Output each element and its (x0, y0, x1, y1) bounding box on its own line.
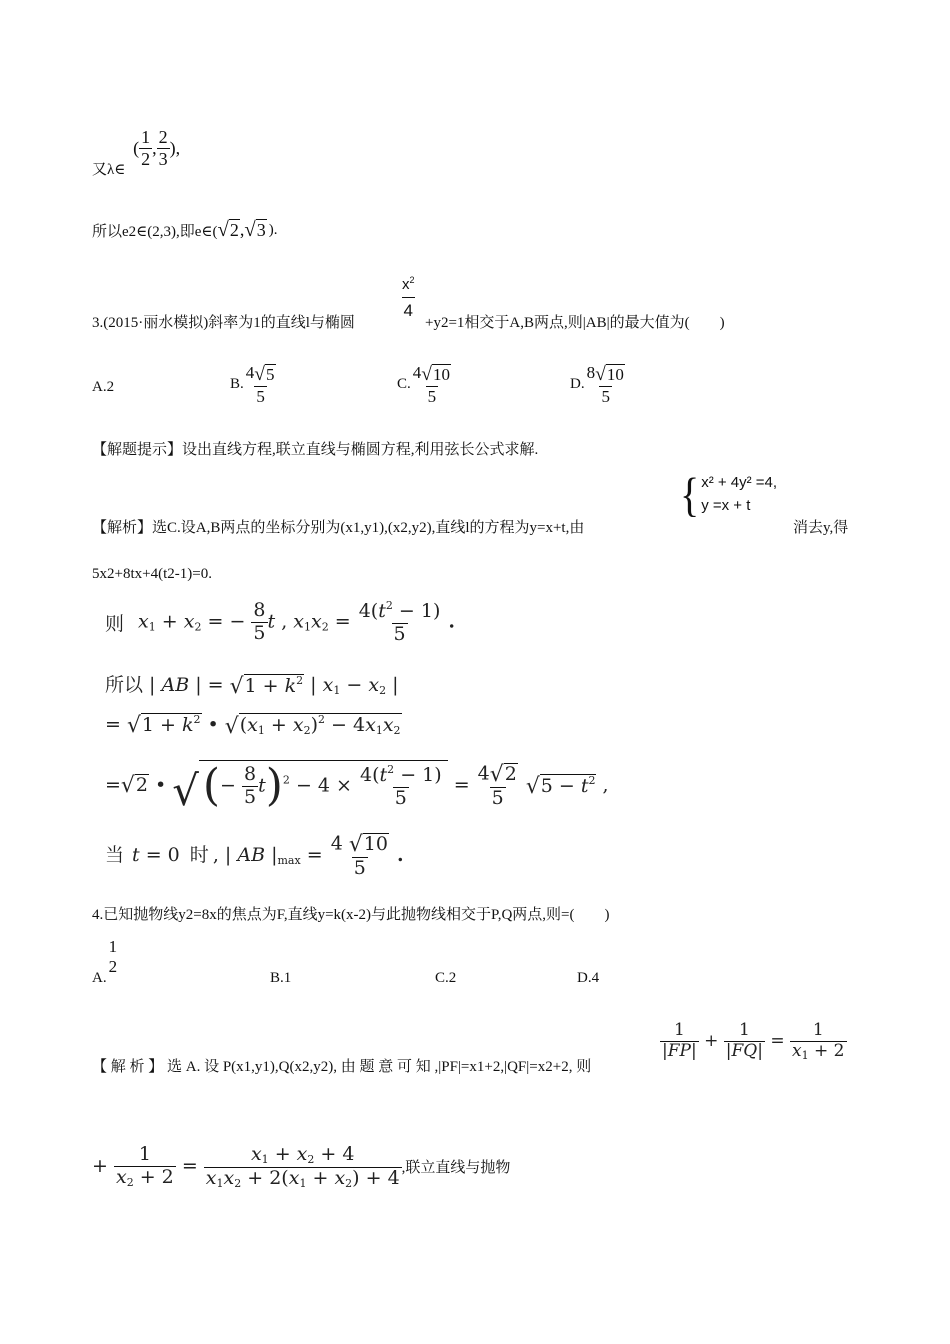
line-lambda-range (92, 128, 180, 179)
lambda-prefix: 又λ∈ (92, 162, 126, 178)
question-4-stem: 4.已知抛物线y2=8x的焦点为F,直线y=k(x-2)与此抛物线相交于P,Q两点,则=( ) (92, 907, 610, 923)
option-d: D. 8 √ 10 5 (570, 364, 627, 405)
derivation-line-vieta: 则 $x_1 + x_2$ = − $\frac{8}{5}$ t , $x_1x_2$ = $\frac{4(t^2 - 1)}{5}$ . (105, 599, 456, 645)
close-paren: ), (169, 137, 181, 158)
sqrt-two: √ 2 (217, 219, 239, 242)
e-range-prefix: 所以e2∈(2,3),即e∈( (92, 224, 218, 241)
system-line-2: y =x + t (701, 496, 751, 514)
derivation-line-max: 当 t = 0 时 , | AB $|_{max}$ = 4 √ 10 5 . (105, 832, 404, 879)
solution-4-formula-b: + $\frac{1}{x_2 + 2}$ = $\frac{x_1 + x_2 + 4}{x_1x_2 + 2(x_1 + x_2) + 4}$ ,联立直线与抛物 (92, 1143, 511, 1190)
question-3-stem-after: +y2=1相交于A,B两点,则|AB|的最大值为( ) (425, 315, 725, 331)
fraction-two-thirds: $\frac{2}{3}$ (158, 127, 168, 169)
comma: , (152, 137, 157, 158)
open-paren: ( (133, 137, 140, 158)
solution-hint: 【解题提示】设出直线方程,联立直线与椭圆方程,利用弦长公式求解. (92, 442, 539, 458)
line-e-range: 所以e2∈(2,3),即e∈( √ 2 , √ 3 ). (92, 219, 278, 242)
solution-3-text: 【解析】选C.设A,B两点的坐标分别为(x1,y1),(x2,y2),直线l的方程为y=x+t,由 (92, 520, 585, 536)
solution-3-equation: 5x2+8tx+4(t2-1)=0. (92, 566, 212, 582)
solution-4-formula-a: $\frac{1}{|FP|}$ + $\frac{1}{|FQ|}$ = $\frac{1}{x_1 + 2}$ (662, 1020, 845, 1062)
equation-system (680, 466, 778, 521)
option-c-fraction: 4 √ 10 5 (412, 363, 450, 406)
q4-option-d: D.4 (577, 970, 600, 986)
ellipse-fraction: $\frac{x^2}{4}$ (402, 275, 415, 320)
q4-option-a: A. 1 2 (92, 937, 118, 986)
derivation-line-ab: 所以 | AB | = √ $1 + k^2$ | $x_1 - x_2$ | (105, 674, 399, 700)
q4-option-b: B.1 (270, 970, 292, 986)
solution-3-eliminate: 消去y,得 (793, 520, 849, 536)
sqrt-three: √ 3 (244, 219, 266, 242)
option-a: A.2 (92, 379, 115, 395)
option-b: B. 4 √ 5 5 (230, 364, 278, 405)
fraction-one-half: $\frac{1}{2}$ (141, 127, 151, 169)
option-c: C. 4 √ 10 5 (397, 364, 453, 405)
option-d-fraction: 8 √ 10 5 (586, 363, 624, 406)
system-line-1: x² + 4y² =4, (701, 474, 778, 491)
solution-4-text: 【 解 析 】 选 A. 设 P(x1,y1),Q(x2,y2), 由 题 意 可 知 ,|PF|=x1+2,|QF|=x2+2, 则 (92, 1059, 592, 1075)
brace-icon: { (680, 466, 700, 521)
e-range-suffix: ). (268, 222, 278, 239)
derivation-line-chord: = √ $1 + k^2$ • √ $(x_1 + x_2)^2 - 4x_1x_2$ (105, 713, 401, 739)
q4-option-c: C.2 (435, 970, 457, 986)
question-3-stem-before: 3.(2015·丽水模拟)斜率为1的直线l与椭圆 (92, 315, 355, 331)
derivation-line-substitute: = √ 2 • √ (− $\frac{8}{5}$ t)$^2$ − 4 × $\frac{4(t^2 - 1)}{5}$ = 4 √ 2 5 √ $5 - t^2$ , (105, 760, 609, 815)
option-b-fraction: 4 √ 5 5 (245, 363, 275, 406)
